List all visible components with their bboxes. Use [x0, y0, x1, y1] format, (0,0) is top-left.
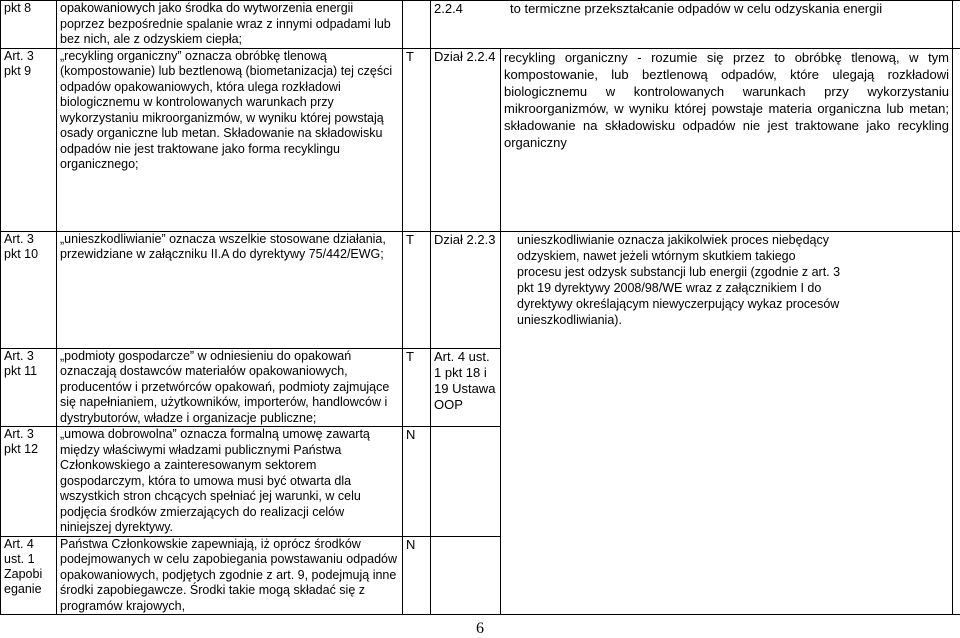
type-cell: T: [403, 231, 431, 348]
commentary-cell: unieszkodliwianie oznacza jakikolwiek proces niebędący odzyskiem, nawet jeżeli wtórnym skutkiem takiego procesu jest odzysk substancji lub energii (zgodnie z art. 3 pkt 19 dyrektywy 2008/98/WE wraz z załącznikiem I do dyrektywy określającym niewyczerpujący wykaz procesów unieszkodliwiania).: [501, 231, 953, 615]
edge-cell: [953, 48, 960, 231]
edge-cell: [953, 1, 960, 49]
polish-ref-cell: [431, 536, 501, 615]
edge-cell: [953, 231, 960, 615]
type-cell: T: [403, 348, 431, 427]
polish-ref-cell: [431, 427, 501, 537]
type-cell: N: [403, 536, 431, 615]
table-row: [1, 1, 960, 49]
ref-commentary-cell: [431, 1, 953, 49]
directive-text-cell: „unieszkodliwianie” oznacza wszelkie stosowane działania, przewidziane w załączniku II.A do dyrektywy 75/442/EWG;: [57, 231, 403, 348]
type-cell: T: [403, 48, 431, 231]
polish-ref-cell: Dział 2.2.3: [431, 231, 501, 348]
polish-ref-cell: Art. 4 ust. 1 pkt 18 i 19 Ustawa OOP: [431, 348, 501, 427]
table-row: [1, 48, 960, 231]
table-row: [1, 231, 960, 348]
article-ref-cell: Art. 3 pkt 12: [1, 427, 57, 537]
polish-ref: 2.2.4: [434, 1, 463, 16]
directive-text-cell: „umowa dobrowolna” oznacza formalną umowę zawartą między właściwymi władzami publicznymi Państwa Członkowskiego a zainteresowanym sektorem gospodarczym, która to umowa musi być otwarta dla wszystkich stron chcących spełniać jej warunki, w celu podjęcia środków zmierzających do realizacji celów niniejszej dyrektywy.: [57, 427, 403, 537]
type-cell: N: [403, 427, 431, 537]
directive-text-cell: „recykling organiczny” oznacza obróbkę tlenową (kompostowanie) lub beztlenową (biometanizacja) tej części odpadów opakowaniowych, która ulega rozkładowi biologicznemu w kontrolowanych warunkach przy wykorzystaniu mikroorganizmów, w wyniku której powstają osady organiczne lub metan. Składowanie na składowisku odpadów nie jest traktowane jako forma recyklingu organicznego;: [57, 48, 403, 231]
article-ref-cell: Art. 3 pkt 11: [1, 348, 57, 427]
article-ref-cell: pkt 8: [1, 1, 57, 49]
article-ref-cell: Art. 3 pkt 9: [1, 48, 57, 231]
directive-text-cell: opakowaniowych jako środka do wytworzenia energii poprzez bezpośrednie spalanie wraz z innymi odpadami lub bez nich, ale z odzyskiem ciepła;: [57, 1, 403, 49]
article-ref-cell: Art. 4 ust. 1 Zapobi eganie: [1, 536, 57, 615]
page-number: 6: [476, 620, 484, 637]
directive-text-cell: „podmioty gospodarcze” w odniesieniu do opakowań oznaczają dostawców materiałów opakowaniowych, producentów i przetwórców opakowań, podmioty zajmujące się napełnianiem, użytkowników, importerów, handlowców i dystrybutorów, władze i organizacje publiczne;: [57, 348, 403, 427]
table-body: [1, 1, 960, 615]
commentary: to termiczne przekształcanie odpadów w celu odzyskania energii: [510, 1, 883, 16]
article-ref-cell: Art. 3 pkt 10: [1, 231, 57, 348]
directive-text-cell: Państwa Członkowskie zapewniają, iż oprócz środków podejmowanych w celu zapobiegania powstawaniu odpadów opakowaniowych, podjętych zgodnie z art. 9, podejmują inne środki zapobiegawcze. Środki takie mogą składać się z programów krajowych,: [57, 536, 403, 615]
polish-ref-cell: Dział 2.2.4: [431, 48, 501, 231]
commentary-cell: recykling organiczny - rozumie się przez to obróbkę tlenową, w tym kompostowanie, lub beztlenową odpadów, które ulegają rozkładowi biologicznemu w kontrolowanych warunkach przy wykorzystaniu mikroorganizmów, w wyniku której powstaje materia organiczna lub metan; składowanie na składowisku odpadów nie jest traktowane jako recykling organiczny: [501, 48, 953, 231]
type-cell: [403, 1, 431, 49]
